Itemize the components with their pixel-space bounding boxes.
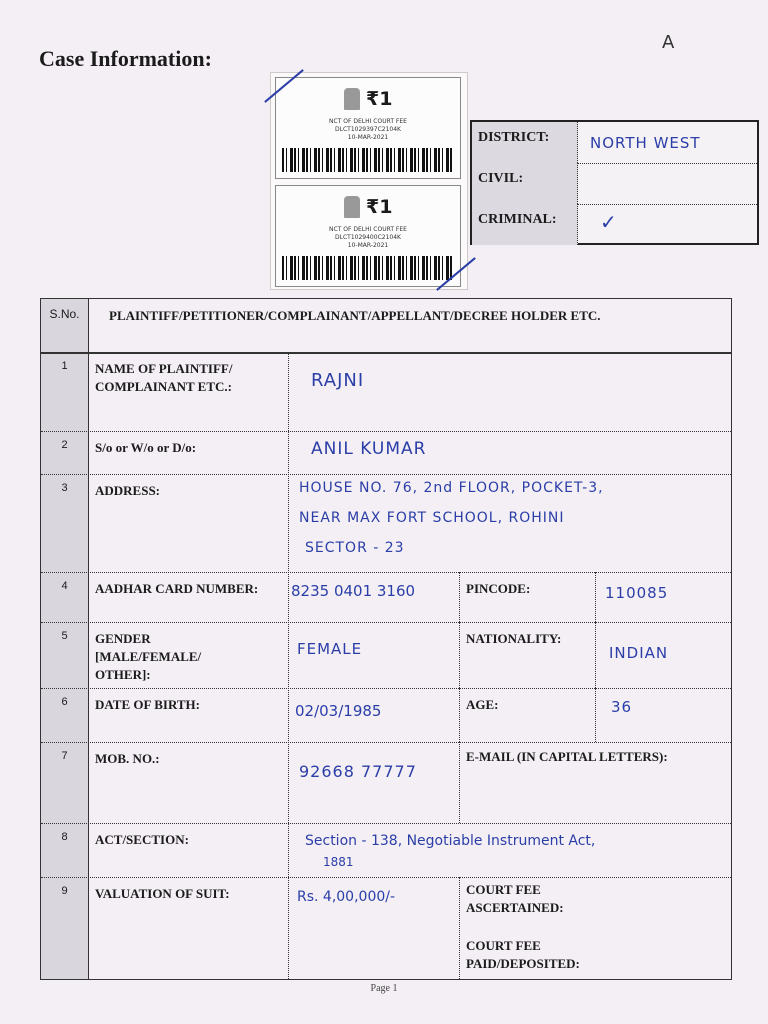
gender-value[interactable]: FEMALE [297, 640, 363, 658]
row-number: 6 [61, 696, 68, 708]
stamp-serial: DLCT1029400C2104K [335, 234, 401, 241]
page-number: Page 1 [370, 983, 398, 994]
row-number: 9 [61, 885, 68, 897]
stamp-value: ₹1 [366, 88, 393, 110]
relation-label: S/o or W/o or D/o: [95, 440, 197, 455]
address-line-1[interactable]: HOUSE NO. 76, 2nd FLOOR, POCKET-3, [299, 480, 604, 496]
address-label: ADDRESS: [95, 483, 161, 498]
aadhar-label: AADHAR CARD NUMBER: [95, 581, 259, 596]
dob-label: DATE OF BIRTH: [95, 697, 200, 712]
criminal-label: CRIMINAL: [472, 204, 578, 245]
row-number: 8 [61, 831, 68, 843]
district-label: DISTRICT: [472, 122, 578, 163]
table-row [41, 742, 731, 824]
valuation-label: VALUATION OF SUIT: [95, 886, 230, 901]
table-header [41, 299, 731, 354]
stamp-issuer: NCT OF DELHI COURT FEE [329, 118, 407, 125]
row-number: 7 [61, 750, 68, 762]
column-divider [595, 622, 596, 688]
pincode-label: PINCODE: [466, 581, 531, 596]
barcode-icon [282, 256, 454, 280]
table-row [41, 352, 731, 432]
table-title: PLAINTIFF/PETITIONER/COMPLAINANT/APPELLANT/DECREE HOLDER ETC. [109, 308, 601, 323]
sno-header: S.No. [49, 307, 80, 321]
aadhar-value[interactable]: 8235 0401 3160 [291, 582, 416, 600]
row-number: 5 [61, 630, 68, 642]
act-section-value[interactable]: Section - 138, Negotiable Instrument Act, [305, 833, 596, 849]
row-number: 4 [61, 580, 68, 592]
court-fee-stamp [275, 185, 461, 287]
row-number: 1 [61, 360, 68, 372]
stamp-issuer: NCT OF DELHI COURT FEE [329, 226, 407, 233]
column-divider [459, 742, 460, 823]
row-number: 3 [61, 482, 68, 494]
court-fee-paid-label: COURT FEE PAID/DEPOSITED: [466, 938, 580, 971]
court-fee-ascertained-label: COURT FEE ASCERTAINED: [466, 882, 564, 915]
mobile-label: MOB. NO.: [95, 751, 160, 766]
column-divider [595, 572, 596, 622]
emblem-icon [344, 88, 360, 110]
emblem-icon [344, 196, 360, 218]
table-row [41, 823, 731, 878]
age-label: AGE: [466, 697, 499, 712]
court-fee-stamps [270, 72, 468, 290]
table-row [41, 877, 731, 979]
column-divider [595, 688, 596, 742]
corner-mark: A [662, 32, 675, 53]
gender-label: GENDER [MALE/FEMALE/ OTHER]: [95, 631, 202, 682]
court-fee-stamp [275, 77, 461, 179]
column-divider [459, 877, 460, 979]
stamp-date: 10-MAR-2021 [347, 134, 389, 141]
address-line-2[interactable]: NEAR MAX FORT SCHOOL, ROHINI [299, 510, 565, 526]
column-divider [459, 622, 460, 688]
table-row [41, 474, 731, 573]
email-label: E-MAIL (IN CAPITAL LETTERS): [466, 749, 668, 764]
barcode-icon [282, 148, 454, 172]
act-section-year[interactable]: 1881 [323, 855, 354, 869]
row-number: 2 [61, 439, 68, 451]
district-value[interactable]: NORTH WEST [590, 134, 701, 152]
mobile-value[interactable]: 92668 77777 [299, 762, 417, 781]
table-row [41, 431, 731, 475]
stamp-date: 10-MAR-2021 [347, 242, 389, 249]
plaintiff-name-label: NAME OF PLAINTIFF/ COMPLAINANT ETC.: [95, 361, 233, 394]
column-divider [459, 572, 460, 622]
table-row [41, 572, 731, 623]
civil-label: CIVIL: [472, 163, 578, 204]
relation-value[interactable]: ANIL KUMAR [311, 439, 427, 459]
table-row [41, 688, 731, 743]
table-row [41, 622, 731, 689]
valuation-value[interactable]: Rs. 4,00,000/- [297, 889, 396, 905]
stamp-value: ₹1 [366, 196, 393, 218]
nationality-label: NATIONALITY: [466, 631, 562, 646]
checkmark-icon[interactable]: ✓ [600, 210, 618, 234]
plaintiff-name-value[interactable]: RAJNI [311, 370, 365, 391]
civil-row [472, 163, 757, 205]
nationality-value[interactable]: INDIAN [609, 644, 669, 662]
column-divider [459, 688, 460, 742]
district-row [472, 122, 757, 164]
plaintiff-table [40, 298, 732, 980]
page-title: Case Information: [39, 46, 212, 71]
age-value[interactable]: 36 [611, 698, 633, 716]
pincode-value[interactable]: 110085 [605, 584, 669, 602]
stamp-serial: DLCT1029397C2104K [335, 126, 401, 133]
district-box [470, 120, 759, 245]
act-section-label: ACT/SECTION: [95, 832, 189, 847]
criminal-row [472, 204, 757, 245]
dob-value[interactable]: 02/03/1985 [295, 702, 382, 720]
address-line-3[interactable]: SECTOR - 23 [305, 540, 405, 556]
